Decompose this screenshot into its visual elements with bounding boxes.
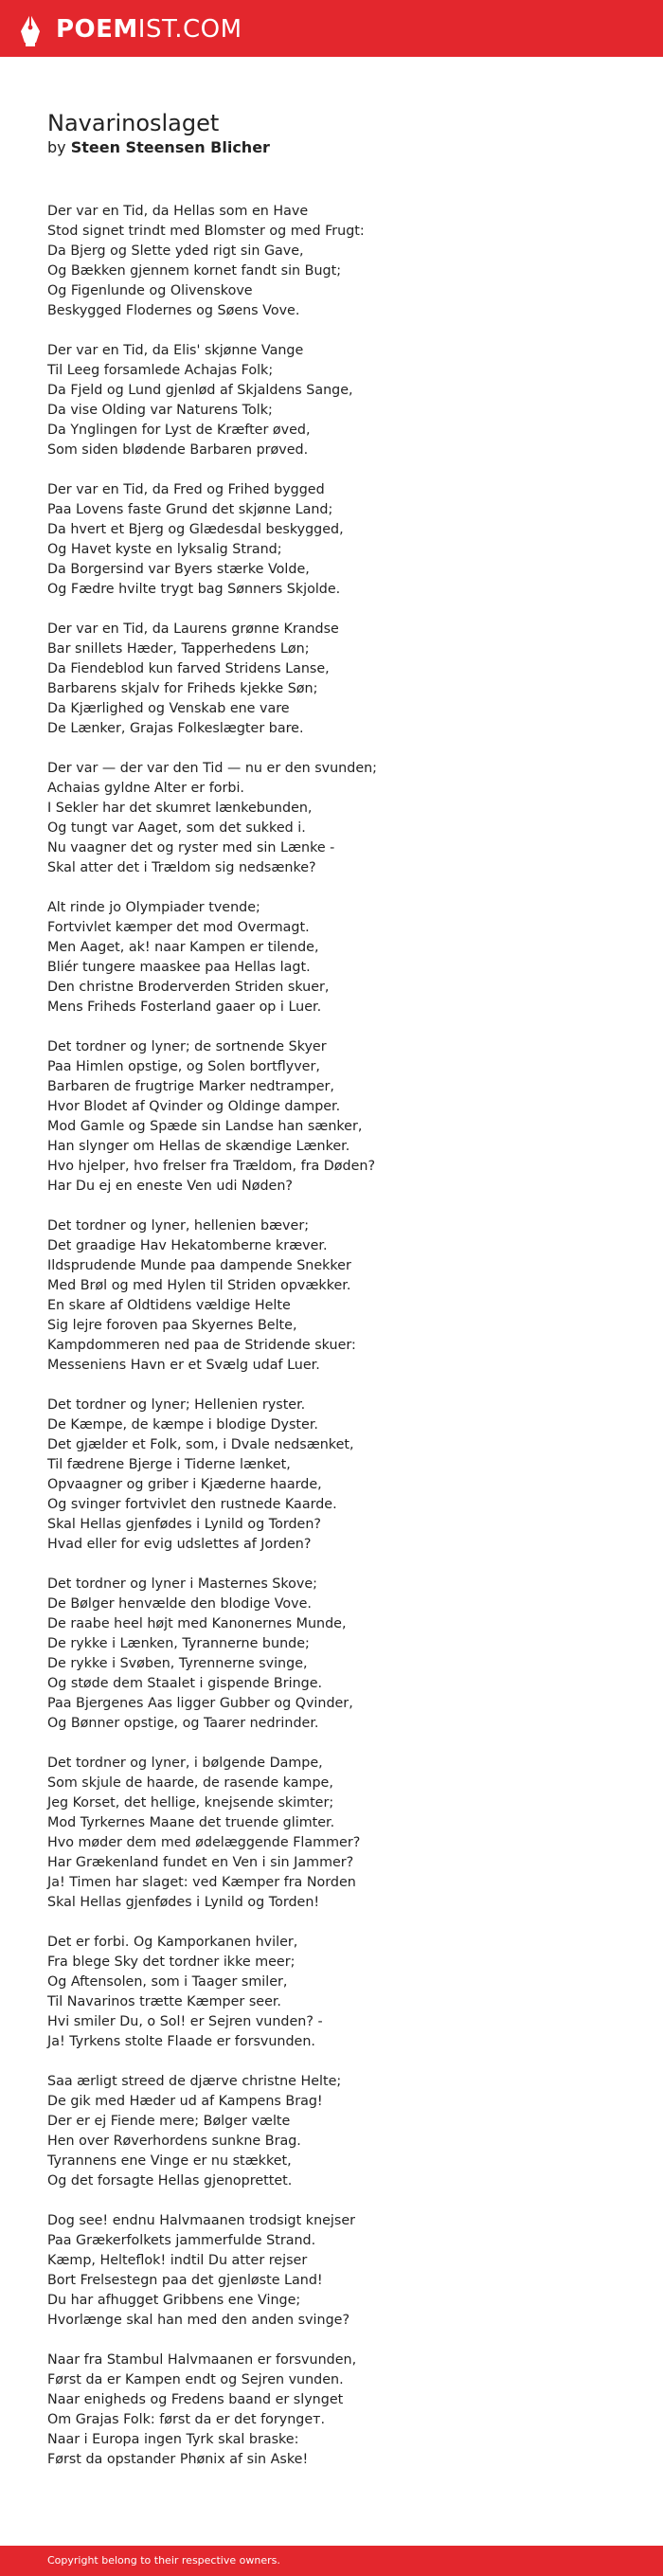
- poem-line: De rykke i Svøben, Tyrennerne svinge,: [47, 1656, 308, 1671]
- poem-line: Hvad eller for evig udslettes af Jorden?: [47, 1537, 312, 1552]
- poem-stanza: [47, 1933, 616, 2052]
- poem-line: Da Fiendeblod kun farved Stridens Lanse,: [47, 661, 330, 676]
- poem-stanza: [47, 341, 616, 460]
- poem-line: Messeniens Havn er et Svælg udaf Luer.: [47, 1358, 320, 1373]
- poem-line: Hvorlænge skal han med den anden svinge?: [47, 2313, 350, 2328]
- poem-line: Mens Friheds Fosterland gaaer op i Luer.: [47, 1000, 322, 1015]
- poem-line: Det er forbi. Og Kamporkanen hviler,: [47, 1935, 298, 1950]
- poem-line: Det tordner og lyner, i bølgende Dampe,: [47, 1756, 323, 1771]
- poem-body: [47, 202, 616, 2470]
- poem-line: Sig lejre foroven paa Skyernes Belte,: [47, 1318, 297, 1333]
- poem-line: De raabe heel højt med Kanonernes Munde,: [47, 1616, 347, 1631]
- poem-line: En skare af Oldtidens vældige Helte: [47, 1298, 291, 1313]
- poem-line: Og tungt var Aaget, som det sukked i.: [47, 820, 306, 836]
- poem-line: Naar i Europa ingen Tyrk skal braske:: [47, 2432, 299, 2447]
- poem-line: Mod Gamle og Spæde sin Landse han sænker,: [47, 1119, 363, 1134]
- poem-line: Som skjule de haarde, de rasende kampe,: [47, 1775, 333, 1791]
- poem-line: Og det forsagte Hellas gjenoprettet.: [47, 2173, 293, 2189]
- poem-byline: [47, 137, 616, 158]
- poem-line: Ja! Tyrkens stolte Flaade er forsvunden.: [47, 2034, 315, 2049]
- site-footer: [0, 2546, 663, 2576]
- poem-line: Det graadige Hav Hekatomberne kræver.: [47, 1238, 328, 1253]
- poem-line: Og støde dem Staalet i gispende Bringe.: [47, 1676, 323, 1691]
- poem-line: Har Du ej en eneste Ven udi Nøden?: [47, 1179, 293, 1194]
- poem-content: [47, 109, 616, 2490]
- poem-line: Det gjælder et Folk, som, i Dvale nedsænket,: [47, 1437, 354, 1452]
- poem-line: Hvi smiler Du, o Sol! er Sejren vunden? -: [47, 2014, 323, 2029]
- poem-line: De Bølger henvælde den blodige Vove.: [47, 1596, 312, 1612]
- logo-text-rest: IST.COM: [137, 15, 242, 44]
- poem-line: Og Bønner opstige, og Taarer nedrinder.: [47, 1716, 319, 1731]
- poem-stanza: [47, 1575, 616, 1734]
- poem-line: De gik med Hæder ud af Kampens Brag!: [47, 2094, 323, 2109]
- poem-line: Der var en Tid, da Elis' skjønne Vange: [47, 343, 304, 358]
- poem-line: Der var en Tid, da Laurens grønne Krandse: [47, 621, 339, 637]
- poem-line: Som siden blødende Barbaren prøved.: [47, 442, 309, 458]
- poem-line: Først da opstander Phønix af sin Aske!: [47, 2452, 309, 2467]
- poem-stanza: [47, 480, 616, 600]
- poem-line: Bliér tungere maaskee paa Hellas lagt.: [47, 960, 311, 975]
- poem-stanza: [47, 1037, 616, 1197]
- poem-line: Det tordner og lyner; de sortnende Skyer: [47, 1039, 327, 1054]
- poem-line: Barbarens skjalv for Friheds kjekke Søn;: [47, 681, 318, 696]
- poem-line: Skal atter det i Trældom sig nedsænke?: [47, 860, 316, 875]
- poem-line: Til Leeg forsamlede Achajas Folk;: [47, 363, 274, 378]
- poem-line: Og Havet kyste en lyksalig Strand;: [47, 542, 282, 557]
- poem-line: Først da er Kampen endt og Sejren vunden.: [47, 2372, 344, 2387]
- copyright-text: Copyright belong to their respective owners.: [47, 2554, 280, 2567]
- poem-line: Naar fra Stambul Halvmaanen er forsvunden,: [47, 2352, 357, 2368]
- poem-line: Da vise Olding var Naturens Tolk;: [47, 403, 273, 418]
- poem-line: Paa Bjergenes Aas ligger Gubber og Qvinder,: [47, 1696, 353, 1711]
- poem-line: Han slynger om Hellas de skændige Lænker.: [47, 1139, 350, 1154]
- poem-line: Den christne Broderverden Striden skuer,: [47, 980, 330, 995]
- poem-line: De Lænker, Grajas Folkeslægter bare.: [47, 721, 304, 736]
- poem-line: Da Ynglingen for Lyst de Kræfter øved,: [47, 423, 311, 438]
- poem-line: Kæmp, Helteflok! indtil Du atter rejser: [47, 2253, 308, 2268]
- poem-line: Bort Frelsestegn paa det gjenløste Land!: [47, 2273, 323, 2288]
- poem-line: Da Fjeld og Lund gjenlød af Skjaldens Sange,: [47, 383, 353, 398]
- poem-title: Navarinoslaget: [47, 110, 220, 136]
- poem-line: Og svinger fortvivlet den rustnede Kaarde.: [47, 1497, 337, 1512]
- poem-line: Naar enigheds og Fredens baand er slynget: [47, 2392, 344, 2407]
- poem-line: De rykke i Lænken, Tyrannerne bunde;: [47, 1636, 310, 1651]
- poem-line: Til fædrene Bjerge i Tiderne lænket,: [47, 1457, 291, 1472]
- logo-text-bold: POEM: [56, 15, 138, 44]
- poem-line: Du har afhugget Gribbens ene Vinge;: [47, 2293, 301, 2308]
- poem-line: Der var — der var den Tid — nu er den svunden;: [47, 761, 377, 776]
- poem-line: Mod Tyrkernes Maane det truende glimter.: [47, 1815, 335, 1830]
- poem-stanza: [47, 759, 616, 878]
- poem-line: Jeg Korset, det hellige, knejsende skimter;: [47, 1795, 334, 1810]
- poem-line: Og Fædre hvilte trygt bag Sønners Skjolde.: [47, 582, 341, 597]
- poem-line: Og Figenlunde og Olivenskove: [47, 283, 253, 298]
- site-logo-text: [56, 12, 242, 46]
- poem-line: Det tordner og lyner; Hellenien ryster.: [47, 1397, 306, 1413]
- poem-line: Paa Himlen opstige, og Solen bortflyver,: [47, 1059, 320, 1074]
- poem-line: Da hvert et Bjerg og Glædesdal beskygged,: [47, 522, 344, 537]
- poem-line: Det tordner og lyner i Masternes Skove;: [47, 1576, 317, 1592]
- poem-line: Hvo møder dem med ødelæggende Flammer?: [47, 1835, 361, 1850]
- pen-nib-icon: [17, 12, 44, 46]
- poem-line: Hvor Blodet af Qvinder og Oldinge damper.: [47, 1099, 341, 1114]
- poem-line: I Sekler har det skumret lænkebunden,: [47, 801, 313, 816]
- poem-author[interactable]: Steen Steensen Blicher: [70, 138, 270, 156]
- poem-line: Dog see! endnu Halvmaanen trodsigt knejser: [47, 2213, 356, 2228]
- poem-line: Kampdommeren ned paa de Stridende skuer:: [47, 1338, 356, 1353]
- poem-stanza: [47, 898, 616, 1018]
- poem-line: Beskygged Flodernes og Søens Vove.: [47, 303, 300, 318]
- poem-line: Paa Lovens faste Grund det skjønne Land;: [47, 502, 333, 517]
- poem-stanza: [47, 620, 616, 739]
- poem-line: Det tordner og lyner, hellenien bæver;: [47, 1218, 310, 1234]
- site-header: [0, 0, 663, 57]
- poem-line: Og Aftensolen, som i Taager smiler,: [47, 1974, 288, 1990]
- poem-line: Skal Hellas gjenfødes i Lynild og Torden!: [47, 1895, 320, 1910]
- poem-stanza: [47, 1754, 616, 1913]
- poem-line: Med Brøl og med Hylen til Striden opvækker.: [47, 1278, 351, 1293]
- poem-line: Fortvivlet kæmper det mod Overmagt.: [47, 920, 310, 935]
- poem-line: Da Bjerg og Slette yded rigt sin Gave,: [47, 243, 304, 259]
- poem-line: Der var en Tid, da Fred og Frihed bygged: [47, 482, 325, 497]
- poem-stanza: [47, 2072, 616, 2191]
- poem-line: Stod signet trindt med Blomster og med Frugt:: [47, 224, 365, 239]
- poem-line: Bar snillets Hæder, Tapperhedens Løn;: [47, 641, 310, 657]
- poem-line: Hvo hjelper, hvo frelser fra Trældom, fra Døden?: [47, 1159, 376, 1174]
- poem-stanza: [47, 202, 616, 321]
- poem-line: Hen over Røverhordens sunkne Brag.: [47, 2134, 301, 2149]
- poem-line: Skal Hellas gjenfødes i Lynild og Torden?: [47, 1517, 321, 1532]
- poem-line: Tyrannens ene Vinge er nu stækket,: [47, 2153, 292, 2169]
- poem-line: Barbaren de frugtrige Marker nedtramper,: [47, 1079, 334, 1094]
- poem-line: Der var en Tid, da Hellas som en Have: [47, 204, 309, 219]
- poem-stanza: [47, 2351, 616, 2470]
- poem-line: Da Borgersind var Byers stærke Volde,: [47, 562, 310, 577]
- poem-stanza: [47, 1216, 616, 1376]
- poem-line: Ildsprudende Munde paa dampende Snekker: [47, 1258, 351, 1273]
- poem-line: Om Grajas Folk: først da er det foryngет.: [47, 2412, 326, 2427]
- poem-line: Nu vaagner det og ryster med sin Lænke -: [47, 840, 335, 856]
- poem-line: Der er ej Fiende mere; Bølger vælte: [47, 2114, 291, 2129]
- poem-line: Men Aaget, ak! naar Kampen er tilende,: [47, 940, 319, 955]
- poem-line: Da Kjærlighed og Venskab ene vare: [47, 701, 290, 716]
- poem-line: Opvaagner og griber i Kjæderne haarde,: [47, 1477, 322, 1492]
- site-logo[interactable]: [17, 12, 242, 46]
- poem-line: Ja! Timen har slaget: ved Kæmper fra Norden: [47, 1875, 356, 1890]
- poem-line: De Kæmpe, de kæmpe i blodige Dyster.: [47, 1417, 318, 1432]
- by-label: by: [47, 138, 66, 156]
- poem-line: Og Bækken gjennem kornet fandt sin Bugt;: [47, 263, 342, 279]
- poem-line: Saa ærligt streed de djærve christne Helte;: [47, 2074, 342, 2089]
- poem-line: Achaias gyldne Alter er forbi.: [47, 781, 244, 796]
- poem-stanza: [47, 1396, 616, 1555]
- poem-line: Til Navarinos trætte Kæmper seer.: [47, 1994, 281, 2009]
- poem-line: Fra blege Sky det tordner ikke meer;: [47, 1955, 296, 1970]
- poem-line: Alt rinde jo Olympiader tvende;: [47, 900, 260, 915]
- poem-stanza: [47, 2211, 616, 2331]
- poem-line: Har Grækenland fundet en Ven i sin Jammer?: [47, 1855, 354, 1870]
- poem-line: Paa Grækerfolkets jammerfulde Strand.: [47, 2233, 316, 2248]
